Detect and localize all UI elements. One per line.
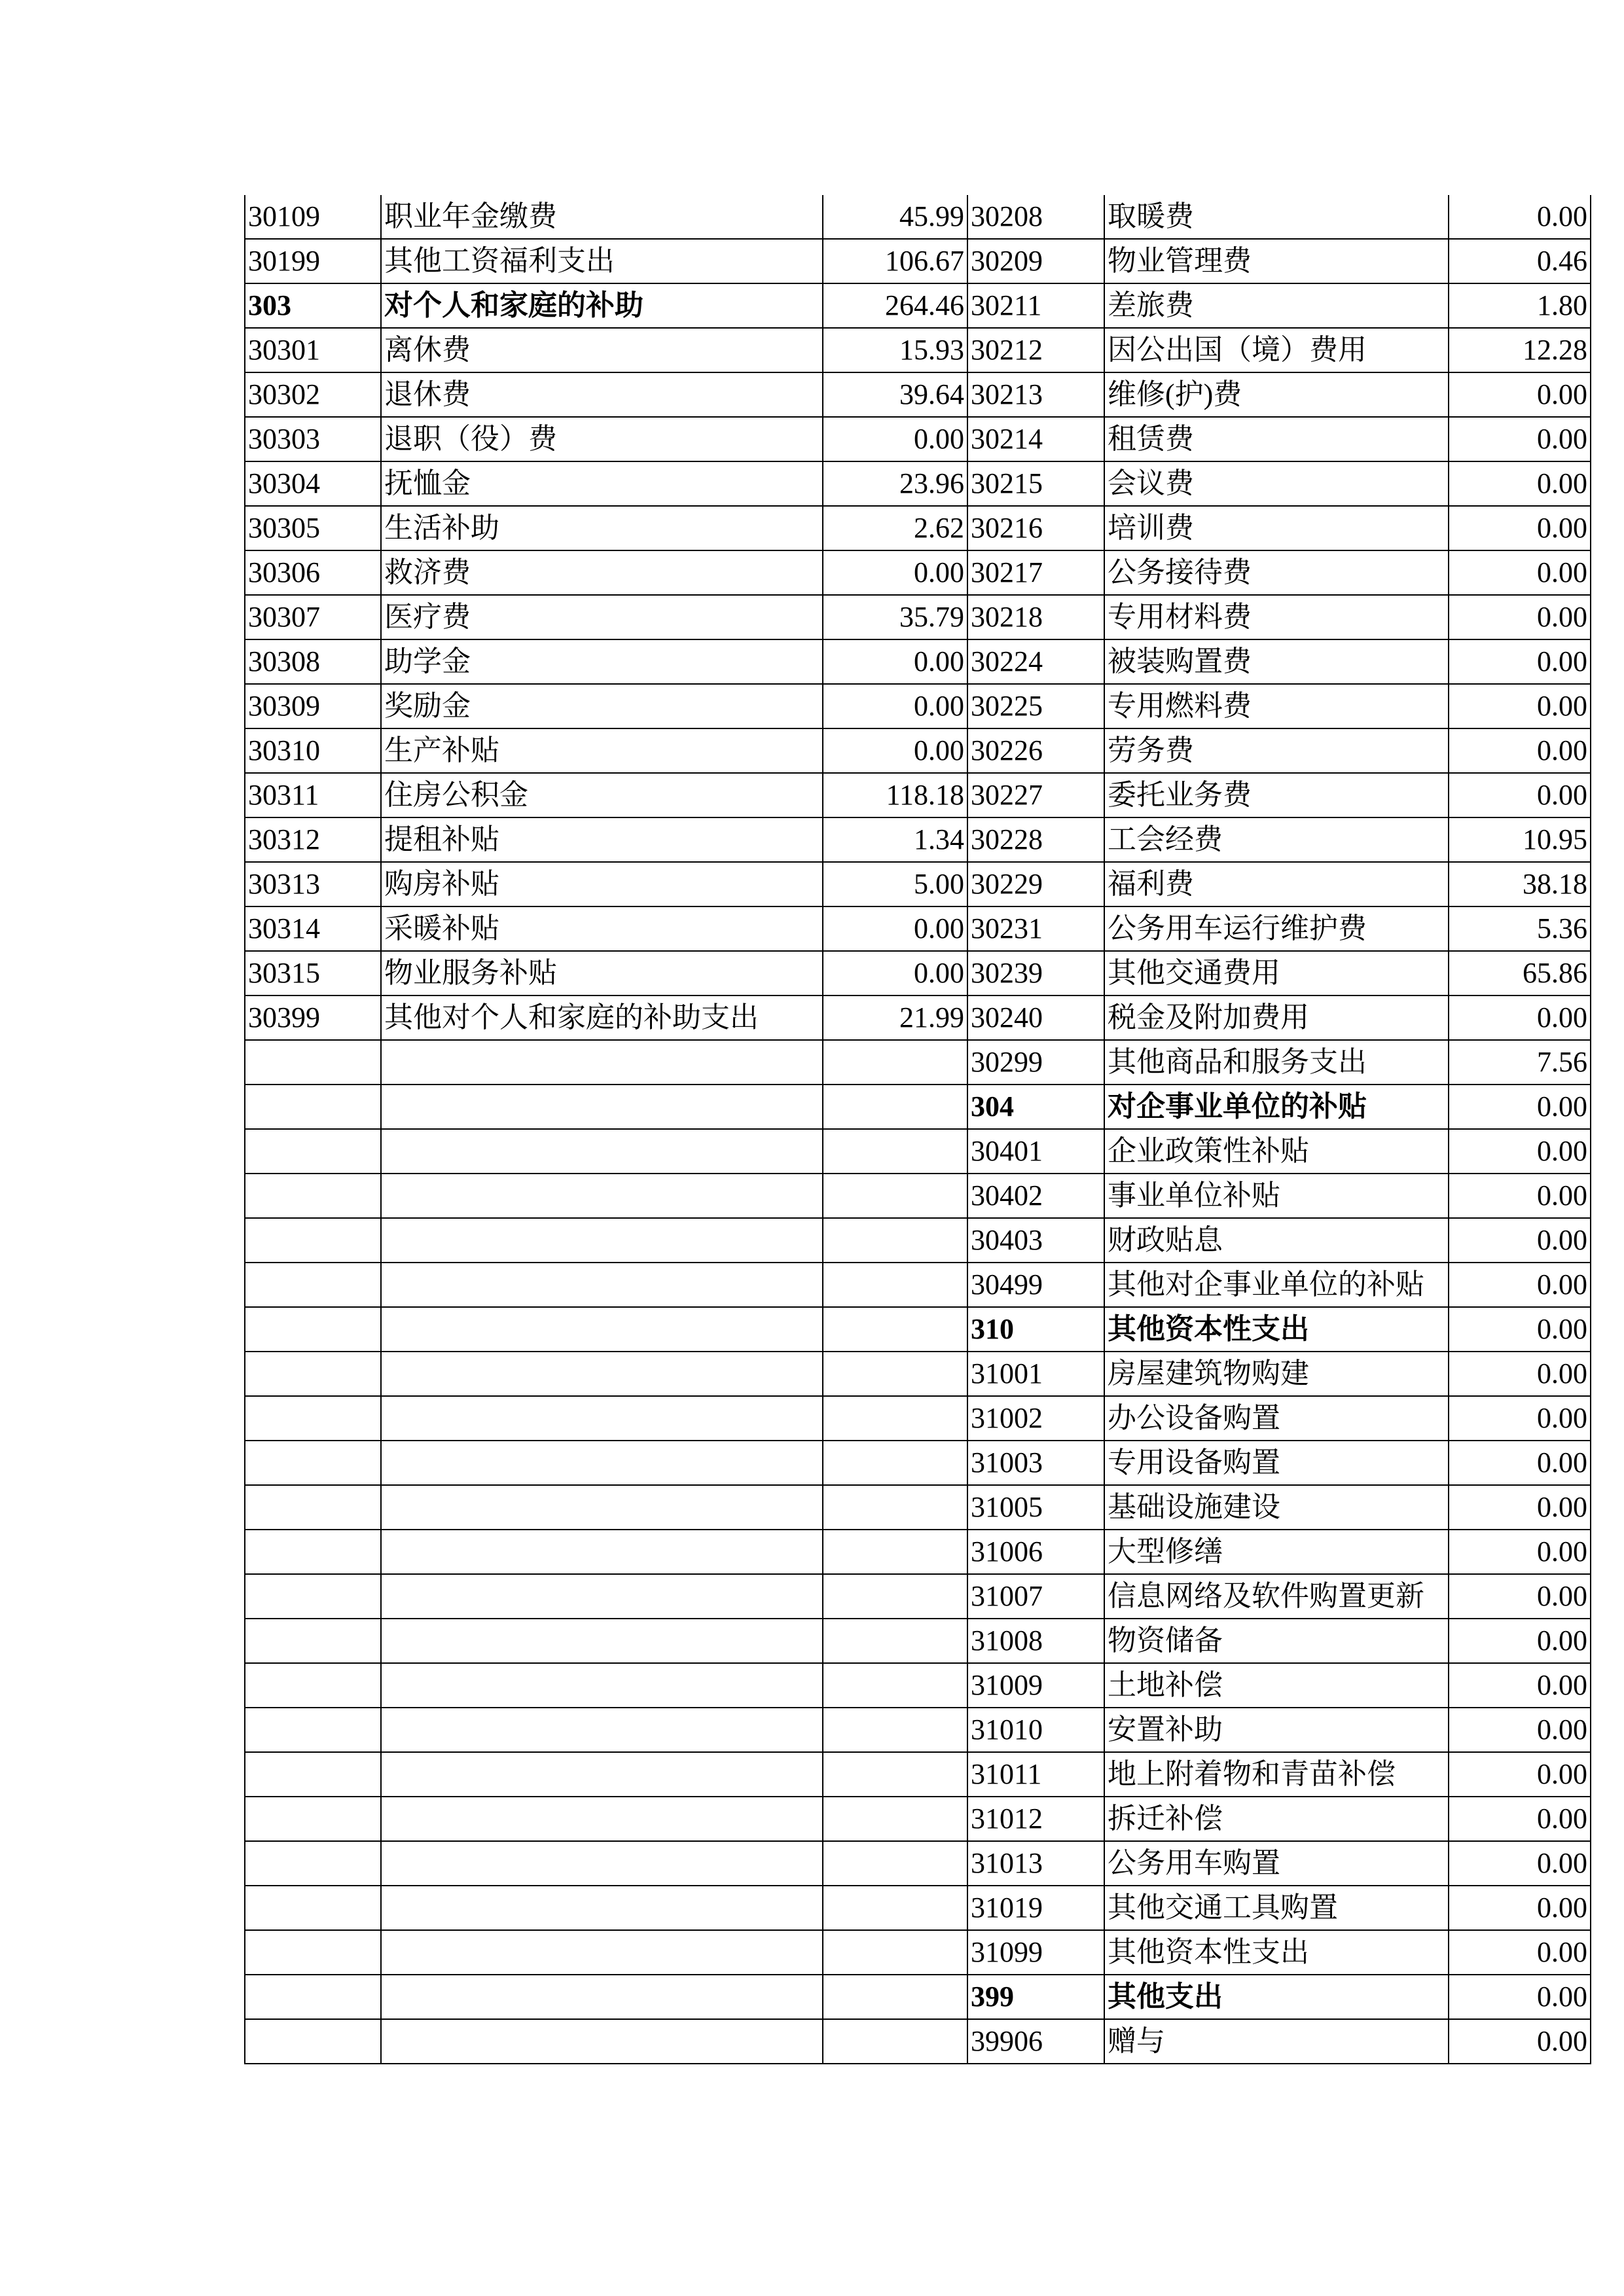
right-amount-cell: 0.00 — [1449, 1574, 1591, 1619]
right-code-cell: 30226 — [967, 728, 1104, 773]
right-code-cell: 30224 — [967, 639, 1104, 684]
right-name-cell: 专用燃料费 — [1104, 684, 1449, 728]
left-amount-cell — [823, 1797, 967, 1841]
left-amount-cell: 0.00 — [823, 417, 967, 461]
left-code-cell: 30312 — [245, 817, 381, 862]
table-row — [245, 1619, 1591, 1663]
table-row — [245, 639, 1591, 684]
left-code-cell: 30308 — [245, 639, 381, 684]
left-name-cell: 购房补贴 — [381, 862, 823, 906]
right-amount-cell: 0.00 — [1449, 195, 1591, 239]
left-name-cell: 奖励金 — [381, 684, 823, 728]
right-amount-cell: 0.00 — [1449, 1841, 1591, 1886]
table-row — [245, 1129, 1591, 1174]
right-amount-cell: 0.00 — [1449, 684, 1591, 728]
left-amount-cell — [823, 1619, 967, 1663]
left-name-cell: 其他工资福利支出 — [381, 239, 823, 283]
right-code-cell: 304 — [967, 1085, 1104, 1129]
left-code-cell — [245, 1752, 381, 1797]
left-name-cell — [381, 1930, 823, 1975]
left-amount-cell — [823, 1574, 967, 1619]
left-amount-cell — [823, 1663, 967, 1708]
left-name-cell — [381, 1708, 823, 1752]
left-code-cell — [245, 1174, 381, 1218]
right-amount-cell: 0.00 — [1449, 1263, 1591, 1307]
left-amount-cell — [823, 1174, 967, 1218]
left-name-cell: 生活补助 — [381, 506, 823, 550]
left-amount-cell: 0.00 — [823, 684, 967, 728]
right-name-cell: 专用材料费 — [1104, 595, 1449, 639]
left-name-cell — [381, 1218, 823, 1263]
right-name-cell: 维修(护)费 — [1104, 372, 1449, 417]
right-amount-cell: 0.00 — [1449, 372, 1591, 417]
left-amount-cell — [823, 1886, 967, 1930]
right-amount-cell: 0.00 — [1449, 1886, 1591, 1930]
right-amount-cell: 65.86 — [1449, 951, 1591, 996]
table-row — [245, 996, 1591, 1040]
left-code-cell — [245, 1263, 381, 1307]
left-code-cell — [245, 1574, 381, 1619]
left-amount-cell — [823, 1441, 967, 1485]
left-code-cell — [245, 1975, 381, 2019]
right-name-cell: 培训费 — [1104, 506, 1449, 550]
right-name-cell: 专用设备购置 — [1104, 1441, 1449, 1485]
right-name-cell: 赠与 — [1104, 2019, 1449, 2064]
right-code-cell: 31006 — [967, 1530, 1104, 1574]
left-amount-cell — [823, 1218, 967, 1263]
right-name-cell: 其他支出 — [1104, 1975, 1449, 2019]
left-code-cell — [245, 1129, 381, 1174]
right-name-cell: 其他交通工具购置 — [1104, 1886, 1449, 1930]
right-name-cell: 其他交通费用 — [1104, 951, 1449, 996]
left-amount-cell — [823, 1307, 967, 1352]
left-code-cell — [245, 1396, 381, 1441]
left-code-cell: 30311 — [245, 773, 381, 817]
right-name-cell: 其他商品和服务支出 — [1104, 1040, 1449, 1085]
left-code-cell: 30301 — [245, 328, 381, 372]
right-name-cell: 公务用车运行维护费 — [1104, 906, 1449, 951]
left-amount-cell: 0.00 — [823, 550, 967, 595]
table-row — [245, 1841, 1591, 1886]
right-name-cell: 办公设备购置 — [1104, 1396, 1449, 1441]
expenditure-table — [244, 195, 1591, 2064]
left-code-cell — [245, 1307, 381, 1352]
table-row — [245, 951, 1591, 996]
table-row — [245, 906, 1591, 951]
left-amount-cell: 2.62 — [823, 506, 967, 550]
right-amount-cell: 0.00 — [1449, 1174, 1591, 1218]
right-name-cell: 税金及附加费用 — [1104, 996, 1449, 1040]
left-code-cell: 30305 — [245, 506, 381, 550]
table-row — [245, 417, 1591, 461]
right-code-cell: 30211 — [967, 283, 1104, 328]
right-code-cell: 31005 — [967, 1485, 1104, 1530]
left-name-cell: 助学金 — [381, 639, 823, 684]
left-name-cell: 对个人和家庭的补助 — [381, 283, 823, 328]
table-row — [245, 1485, 1591, 1530]
left-name-cell: 退职（役）费 — [381, 417, 823, 461]
left-amount-cell — [823, 1975, 967, 2019]
left-name-cell — [381, 1975, 823, 2019]
right-code-cell: 30299 — [967, 1040, 1104, 1085]
left-code-cell — [245, 1530, 381, 1574]
left-amount-cell: 39.64 — [823, 372, 967, 417]
right-amount-cell: 0.00 — [1449, 1129, 1591, 1174]
table-row — [245, 2019, 1591, 2064]
right-amount-cell: 0.00 — [1449, 417, 1591, 461]
table-row — [245, 1396, 1591, 1441]
table-row — [245, 283, 1591, 328]
table-row — [245, 862, 1591, 906]
left-amount-cell: 0.00 — [823, 639, 967, 684]
left-code-cell — [245, 1485, 381, 1530]
left-code-cell — [245, 1040, 381, 1085]
right-amount-cell: 0.00 — [1449, 1975, 1591, 2019]
left-name-cell — [381, 2019, 823, 2064]
left-code-cell — [245, 1441, 381, 1485]
right-code-cell: 30239 — [967, 951, 1104, 996]
right-code-cell: 31007 — [967, 1574, 1104, 1619]
right-amount-cell: 0.00 — [1449, 773, 1591, 817]
right-name-cell: 物资储备 — [1104, 1619, 1449, 1663]
left-name-cell — [381, 1752, 823, 1797]
left-name-cell — [381, 1574, 823, 1619]
right-code-cell: 31002 — [967, 1396, 1104, 1441]
right-name-cell: 劳务费 — [1104, 728, 1449, 773]
table-row — [245, 550, 1591, 595]
right-code-cell: 30231 — [967, 906, 1104, 951]
table-row — [245, 1352, 1591, 1396]
left-amount-cell — [823, 1485, 967, 1530]
table-row — [245, 195, 1591, 239]
left-amount-cell: 0.00 — [823, 906, 967, 951]
table-row — [245, 1174, 1591, 1218]
table-row — [245, 506, 1591, 550]
left-amount-cell — [823, 1129, 967, 1174]
right-amount-cell: 0.00 — [1449, 2019, 1591, 2064]
left-code-cell — [245, 1085, 381, 1129]
right-name-cell: 其他资本性支出 — [1104, 1930, 1449, 1975]
left-code-cell — [245, 1841, 381, 1886]
right-amount-cell: 0.00 — [1449, 1218, 1591, 1263]
left-code-cell: 30315 — [245, 951, 381, 996]
right-name-cell: 委托业务费 — [1104, 773, 1449, 817]
right-amount-cell: 5.36 — [1449, 906, 1591, 951]
left-amount-cell — [823, 1396, 967, 1441]
left-name-cell — [381, 1663, 823, 1708]
right-amount-cell: 0.00 — [1449, 1352, 1591, 1396]
right-code-cell: 30208 — [967, 195, 1104, 239]
left-amount-cell: 1.34 — [823, 817, 967, 862]
table-row — [245, 1797, 1591, 1841]
left-amount-cell — [823, 1040, 967, 1085]
table-row — [245, 1530, 1591, 1574]
table-row — [245, 1752, 1591, 1797]
left-name-cell: 离休费 — [381, 328, 823, 372]
right-amount-cell: 0.00 — [1449, 1085, 1591, 1129]
right-amount-cell: 0.00 — [1449, 639, 1591, 684]
left-name-cell — [381, 1174, 823, 1218]
left-name-cell — [381, 1085, 823, 1129]
left-name-cell — [381, 1485, 823, 1530]
right-amount-cell: 0.00 — [1449, 1485, 1591, 1530]
right-code-cell: 30213 — [967, 372, 1104, 417]
right-code-cell: 30228 — [967, 817, 1104, 862]
right-amount-cell: 0.00 — [1449, 461, 1591, 506]
right-name-cell: 物业管理费 — [1104, 239, 1449, 283]
right-code-cell: 39906 — [967, 2019, 1104, 2064]
left-code-cell: 30310 — [245, 728, 381, 773]
right-amount-cell: 12.28 — [1449, 328, 1591, 372]
right-name-cell: 公务接待费 — [1104, 550, 1449, 595]
left-name-cell — [381, 1352, 823, 1396]
right-name-cell: 信息网络及软件购置更新 — [1104, 1574, 1449, 1619]
right-code-cell: 30499 — [967, 1263, 1104, 1307]
left-name-cell: 住房公积金 — [381, 773, 823, 817]
right-name-cell: 差旅费 — [1104, 283, 1449, 328]
left-amount-cell: 118.18 — [823, 773, 967, 817]
right-code-cell: 31019 — [967, 1886, 1104, 1930]
right-code-cell: 30212 — [967, 328, 1104, 372]
left-name-cell — [381, 1441, 823, 1485]
right-name-cell: 企业政策性补贴 — [1104, 1129, 1449, 1174]
left-amount-cell: 0.00 — [823, 728, 967, 773]
left-name-cell — [381, 1619, 823, 1663]
right-code-cell: 30215 — [967, 461, 1104, 506]
left-code-cell: 30307 — [245, 595, 381, 639]
left-code-cell — [245, 1930, 381, 1975]
table-row — [245, 372, 1591, 417]
right-amount-cell: 0.00 — [1449, 996, 1591, 1040]
table-row — [245, 328, 1591, 372]
right-amount-cell: 10.95 — [1449, 817, 1591, 862]
right-code-cell: 30216 — [967, 506, 1104, 550]
right-amount-cell: 0.00 — [1449, 1441, 1591, 1485]
right-amount-cell: 0.00 — [1449, 728, 1591, 773]
left-code-cell: 303 — [245, 283, 381, 328]
right-name-cell: 事业单位补贴 — [1104, 1174, 1449, 1218]
left-amount-cell: 45.99 — [823, 195, 967, 239]
right-name-cell: 福利费 — [1104, 862, 1449, 906]
left-amount-cell: 106.67 — [823, 239, 967, 283]
left-name-cell: 其他对个人和家庭的补助支出 — [381, 996, 823, 1040]
right-code-cell: 30229 — [967, 862, 1104, 906]
right-amount-cell: 0.00 — [1449, 1752, 1591, 1797]
table-row — [245, 817, 1591, 862]
left-name-cell — [381, 1129, 823, 1174]
right-code-cell: 31003 — [967, 1441, 1104, 1485]
left-name-cell: 生产补贴 — [381, 728, 823, 773]
left-code-cell — [245, 1619, 381, 1663]
table-row — [245, 239, 1591, 283]
left-amount-cell: 35.79 — [823, 595, 967, 639]
left-code-cell: 30304 — [245, 461, 381, 506]
left-amount-cell — [823, 1841, 967, 1886]
left-name-cell — [381, 1396, 823, 1441]
left-name-cell — [381, 1263, 823, 1307]
right-name-cell: 财政贴息 — [1104, 1218, 1449, 1263]
left-amount-cell — [823, 2019, 967, 2064]
right-code-cell: 30218 — [967, 595, 1104, 639]
table-row — [245, 684, 1591, 728]
left-amount-cell — [823, 1752, 967, 1797]
right-code-cell: 30403 — [967, 1218, 1104, 1263]
right-name-cell: 会议费 — [1104, 461, 1449, 506]
left-amount-cell — [823, 1263, 967, 1307]
right-name-cell: 地上附着物和青苗补偿 — [1104, 1752, 1449, 1797]
right-name-cell: 工会经费 — [1104, 817, 1449, 862]
left-code-cell: 30109 — [245, 195, 381, 239]
right-code-cell: 30240 — [967, 996, 1104, 1040]
right-name-cell: 公务用车购置 — [1104, 1841, 1449, 1886]
table-row — [245, 461, 1591, 506]
right-amount-cell: 0.00 — [1449, 506, 1591, 550]
right-name-cell: 拆迁补偿 — [1104, 1797, 1449, 1841]
left-code-cell — [245, 1352, 381, 1396]
table-row — [245, 1263, 1591, 1307]
left-code-cell: 30303 — [245, 417, 381, 461]
left-name-cell: 退休费 — [381, 372, 823, 417]
right-name-cell: 房屋建筑物购建 — [1104, 1352, 1449, 1396]
right-amount-cell: 0.00 — [1449, 1530, 1591, 1574]
right-code-cell: 30225 — [967, 684, 1104, 728]
right-name-cell: 取暖费 — [1104, 195, 1449, 239]
table-row — [245, 1085, 1591, 1129]
left-code-cell: 30313 — [245, 862, 381, 906]
table-row — [245, 1930, 1591, 1975]
left-code-cell: 30199 — [245, 239, 381, 283]
right-code-cell: 30209 — [967, 239, 1104, 283]
left-name-cell — [381, 1886, 823, 1930]
table-row — [245, 1307, 1591, 1352]
right-code-cell: 31009 — [967, 1663, 1104, 1708]
left-amount-cell: 5.00 — [823, 862, 967, 906]
right-code-cell: 310 — [967, 1307, 1104, 1352]
left-name-cell: 物业服务补贴 — [381, 951, 823, 996]
left-name-cell — [381, 1530, 823, 1574]
left-name-cell: 救济费 — [381, 550, 823, 595]
left-name-cell: 职业年金缴费 — [381, 195, 823, 239]
right-code-cell: 30217 — [967, 550, 1104, 595]
left-code-cell — [245, 1797, 381, 1841]
right-name-cell: 因公出国（境）费用 — [1104, 328, 1449, 372]
right-code-cell: 399 — [967, 1975, 1104, 2019]
left-amount-cell — [823, 1352, 967, 1396]
left-name-cell — [381, 1841, 823, 1886]
left-code-cell: 30302 — [245, 372, 381, 417]
left-code-cell: 30306 — [245, 550, 381, 595]
left-amount-cell: 21.99 — [823, 996, 967, 1040]
right-amount-cell: 38.18 — [1449, 862, 1591, 906]
table-body — [245, 195, 1591, 2064]
left-name-cell: 医疗费 — [381, 595, 823, 639]
left-amount-cell — [823, 1708, 967, 1752]
left-code-cell: 30309 — [245, 684, 381, 728]
left-code-cell — [245, 1708, 381, 1752]
table-row — [245, 1574, 1591, 1619]
right-name-cell: 大型修缮 — [1104, 1530, 1449, 1574]
table-row — [245, 1218, 1591, 1263]
right-name-cell: 安置补助 — [1104, 1708, 1449, 1752]
table-row — [245, 595, 1591, 639]
right-amount-cell: 7.56 — [1449, 1040, 1591, 1085]
right-name-cell: 基础设施建设 — [1104, 1485, 1449, 1530]
right-amount-cell: 0.00 — [1449, 1708, 1591, 1752]
table-row — [245, 1441, 1591, 1485]
right-amount-cell: 0.00 — [1449, 1396, 1591, 1441]
right-code-cell: 30401 — [967, 1129, 1104, 1174]
right-code-cell: 30214 — [967, 417, 1104, 461]
left-name-cell: 采暖补贴 — [381, 906, 823, 951]
right-name-cell: 被装购置费 — [1104, 639, 1449, 684]
left-name-cell: 抚恤金 — [381, 461, 823, 506]
left-code-cell: 30399 — [245, 996, 381, 1040]
right-amount-cell: 0.00 — [1449, 1619, 1591, 1663]
left-name-cell — [381, 1307, 823, 1352]
right-code-cell: 31010 — [967, 1708, 1104, 1752]
table-row — [245, 773, 1591, 817]
left-name-cell — [381, 1040, 823, 1085]
left-amount-cell: 23.96 — [823, 461, 967, 506]
right-code-cell: 30402 — [967, 1174, 1104, 1218]
left-code-cell: 30314 — [245, 906, 381, 951]
right-code-cell: 31008 — [967, 1619, 1104, 1663]
left-name-cell — [381, 1797, 823, 1841]
right-amount-cell: 0.00 — [1449, 1797, 1591, 1841]
right-amount-cell: 0.00 — [1449, 1307, 1591, 1352]
left-code-cell — [245, 1218, 381, 1263]
left-amount-cell — [823, 1930, 967, 1975]
right-code-cell: 31099 — [967, 1930, 1104, 1975]
right-amount-cell: 0.00 — [1449, 1663, 1591, 1708]
right-amount-cell: 0.00 — [1449, 595, 1591, 639]
table-row — [245, 1708, 1591, 1752]
right-name-cell: 其他资本性支出 — [1104, 1307, 1449, 1352]
right-amount-cell: 0.00 — [1449, 1930, 1591, 1975]
right-name-cell: 土地补偿 — [1104, 1663, 1449, 1708]
left-code-cell — [245, 1886, 381, 1930]
right-code-cell: 31013 — [967, 1841, 1104, 1886]
table-row — [245, 1663, 1591, 1708]
right-code-cell: 30227 — [967, 773, 1104, 817]
table-row — [245, 1040, 1591, 1085]
right-amount-cell: 1.80 — [1449, 283, 1591, 328]
right-name-cell: 对企事业单位的补贴 — [1104, 1085, 1449, 1129]
left-amount-cell — [823, 1085, 967, 1129]
right-code-cell: 31012 — [967, 1797, 1104, 1841]
table-row — [245, 728, 1591, 773]
left-amount-cell — [823, 1530, 967, 1574]
right-amount-cell: 0.00 — [1449, 550, 1591, 595]
table-row — [245, 1975, 1591, 2019]
right-code-cell: 31001 — [967, 1352, 1104, 1396]
table-row — [245, 1886, 1591, 1930]
left-code-cell — [245, 2019, 381, 2064]
left-code-cell — [245, 1663, 381, 1708]
left-amount-cell: 0.00 — [823, 951, 967, 996]
left-amount-cell: 264.46 — [823, 283, 967, 328]
right-code-cell: 31011 — [967, 1752, 1104, 1797]
right-amount-cell: 0.46 — [1449, 239, 1591, 283]
right-name-cell: 租赁费 — [1104, 417, 1449, 461]
left-name-cell: 提租补贴 — [381, 817, 823, 862]
left-amount-cell: 15.93 — [823, 328, 967, 372]
right-name-cell: 其他对企事业单位的补贴 — [1104, 1263, 1449, 1307]
